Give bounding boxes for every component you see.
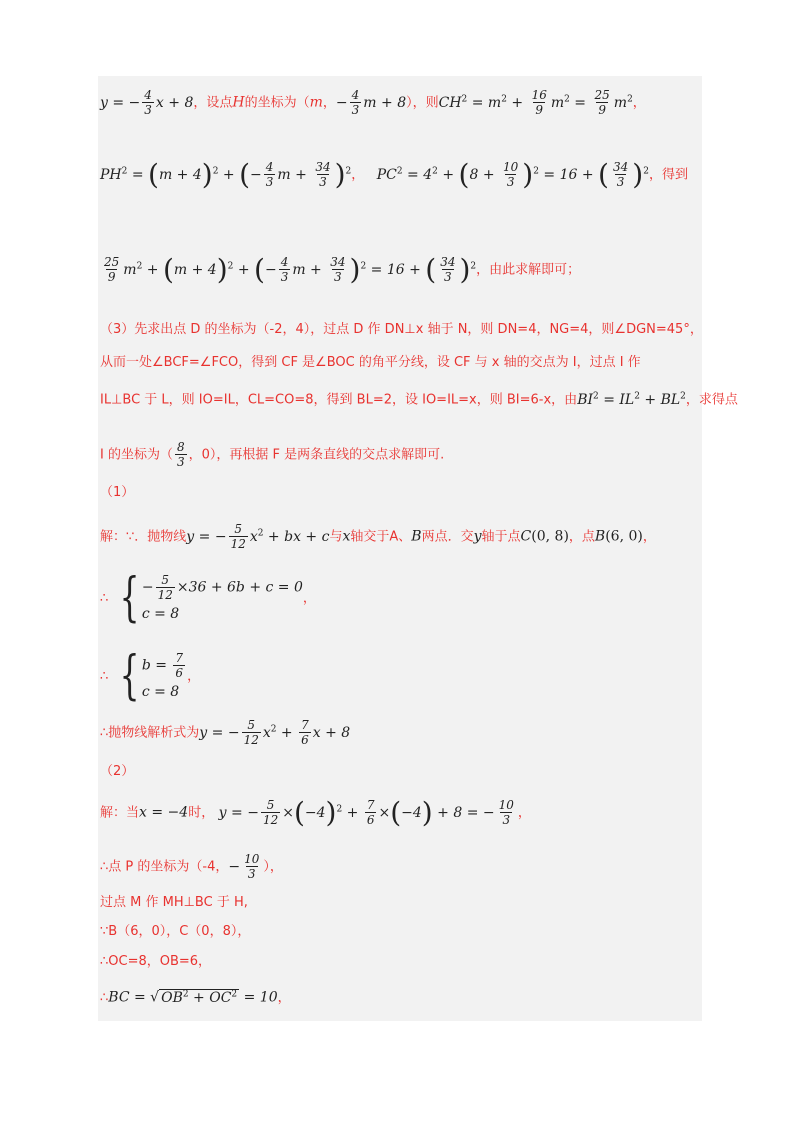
system-2: ∴ { b = $\frac{7}{6}$ c = 8 ， bbox=[100, 646, 201, 706]
bc-length-line: ∴BC = √ $OB^2 + OC^2 = 10$， bbox=[100, 989, 291, 1006]
mh-line: 过点 M 作 MH⊥BC 于 H, bbox=[100, 895, 248, 910]
part2-label: （2） bbox=[100, 764, 135, 779]
point-p-line: ∴点 P 的坐标为（-4，− $\frac{10}{3}$ ）， bbox=[100, 852, 283, 881]
part1-label: （1） bbox=[100, 485, 135, 500]
conclusion-1: ∴抛物线解析式为y = − $\frac{5}{12}$ $x^2$ + $\frac{7}{6}$ x + 8 bbox=[100, 718, 351, 747]
hint-line-5: 从而一处∠BCF=∠FCO，得到 CF 是∠BOC 的角平分线，设 CF 与 x 轴的交点为 I，过点 I 作 bbox=[100, 355, 641, 370]
hint-line-4: （3）先求出点 D 的坐标为（-2，4），过点 D 作 DN⊥x 轴于 N，则 DN=4，NG=4，则∠DGN=45°， bbox=[100, 322, 703, 337]
hint-line-3: $\frac{25}{9}$ $m^2 + (m + 4)^2$ + (− $\frac{4}{3}$ m + $\frac{34}{3}$ )$^2$ = 16 + ( $\frac{34}{3}$ )$^2$，由此求解即可； bbox=[104, 252, 581, 286]
system-1: ∴ { − $\frac{5}{12}$ ×36 + 6b + c = 0 c = 8 ， bbox=[100, 568, 316, 628]
hint-line-2: $PH^2 = (m + 4)^2$ + (− $\frac{4}{3}$ m + $\frac{34}{3}$ )$^2$， $PC^2 = 4^2 + (8$ + $\frac{10}{3}$ )$^2$ = 16 + ( $\frac{34}{3}$ )$^2$，得到 bbox=[100, 157, 688, 191]
hint-line-1: y = − $\frac{4}{3}$ x + 8，设点H的坐标为（m，− $\frac{4}{3}$ m + 8），则$CH^2 = m^2$ + $\frac{16}{9}$ $m^2$ = $\frac{25}{9}$ $m^2$， bbox=[100, 88, 646, 117]
bc-points-line: ∵B（6，0），C（0，8）， bbox=[100, 924, 251, 939]
part2-statement: 解：当x = −4时， y = − $\frac{5}{12}$ $\times(-4)^2$ + $\frac{7}{6}$ ×(−4) + 8 = − $\frac{10}{3}$ ， bbox=[100, 795, 531, 829]
hint-line-6: IL⊥BC 于 L，则 IO=IL，CL=CO=8，得到 BL=2，设 IO=IL=x，则 BI=6-x，由$BI^2 = IL^2 + BL^2$，求得点 bbox=[100, 391, 738, 408]
oc-ob-line: ∴OC=8，OB=6， bbox=[100, 954, 212, 969]
part1-statement: 解：∵．抛物线y = − $\frac{5}{12}$ $x^2$ + bx + c与x轴交于A、B两点．交y轴于点C(0, 8)，点B(6, 0)， bbox=[100, 522, 656, 551]
hint-line-7: I 的坐标为（ $\frac{8}{3}$ ，0），再根据 F 是两条直线的交点求解即可. bbox=[100, 440, 445, 469]
